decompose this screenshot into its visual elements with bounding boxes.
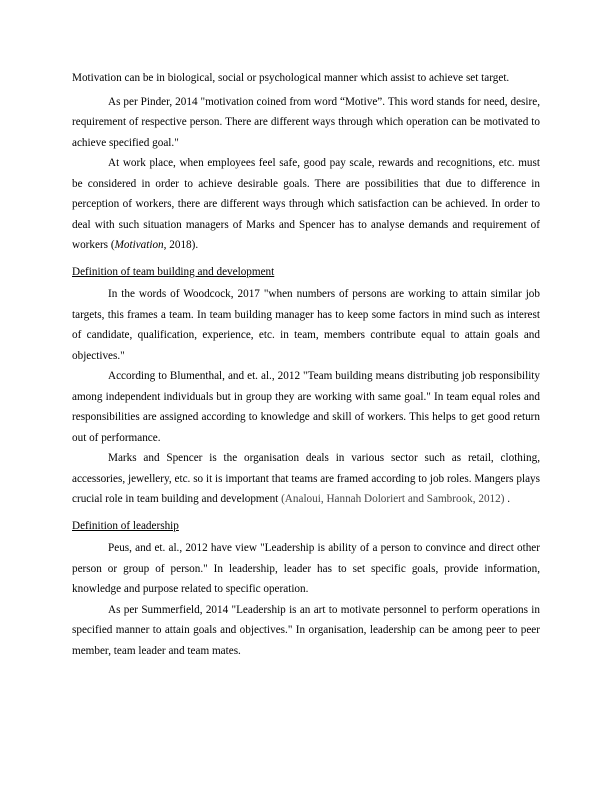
- analoui-citation-tail: .: [504, 493, 511, 505]
- heading-leadership: Definition of leadership: [72, 519, 179, 532]
- leadership-paragraph-peus: Peus, and et. al., 2012 have view "Leadership is ability of a person to convince and direct other person or group of person." In leadership, leader has to set specific goals, provide information, knowledge and purpose related to specific operation.: [72, 542, 540, 595]
- workplace-text: At work place, when employees feel safe, good pay scale, rewards and recognitions, etc. must be considered in order to achieve desirable goals. There are possibilities that due to difference in perception of workers, there are different ways through which satisfaction can be achieved. In order to deal with such situation managers of Marks and Spencer has to analyse demands and requirement of workers (: [72, 157, 540, 251]
- analoui-citation: (Analoui, Hannah Doloriert and Sambrook, 2012): [281, 493, 505, 505]
- intro-paragraph-workplace: [72, 153, 540, 256]
- motivation-citation-italic: Motivation: [114, 239, 164, 251]
- marks-spencer-text: Marks and Spencer is the organisation deals in various sector such as retail, clothing, accessories, jewellery, etc. so it is important that teams are framed according to job roles. Mangers plays crucial role in team building and development: [72, 452, 540, 505]
- document-page: [72, 68, 540, 661]
- team-paragraph-marks-spencer: [72, 448, 540, 510]
- team-paragraph-blumenthal: According to Blumenthal, and et. al., 2012 "Team building means distributing job responsibility among independent individuals but in group they are working with same goal." In team equal roles and responsibilities are assigned according to knowledge and skill of workers. This helps to get good return out of performance.: [72, 370, 540, 444]
- intro-paragraph-1: Motivation can be in biological, social or psychological manner which assist to achieve set target.: [72, 72, 510, 84]
- team-paragraph-woodcock: In the words of Woodcock, 2017 "when numbers of persons are working to attain similar job targets, this frames a team. In team building manager has to keep some factors in mind such as interest of candidate, qualification, experience, etc. in team, members contribute equal to attain goals and objectives.": [72, 288, 540, 362]
- leadership-paragraph-summerfield: As per Summerfield, 2014 "Leadership is an art to motivate personnel to perform operations in specified manner to attain goals and objectives." In organisation, leadership can be among peer to peer member, team leader and team mates.: [72, 603, 540, 657]
- intro-paragraph-pinder: As per Pinder, 2014 "motivation coined from word “Motive”. This word stands for need, desire, requirement of respective person. There are different ways through which operation can be motivated to achieve specified goal.": [72, 95, 540, 149]
- heading-team-building: Definition of team building and development: [72, 265, 275, 278]
- motivation-citation-tail: , 2018).: [163, 239, 199, 251]
